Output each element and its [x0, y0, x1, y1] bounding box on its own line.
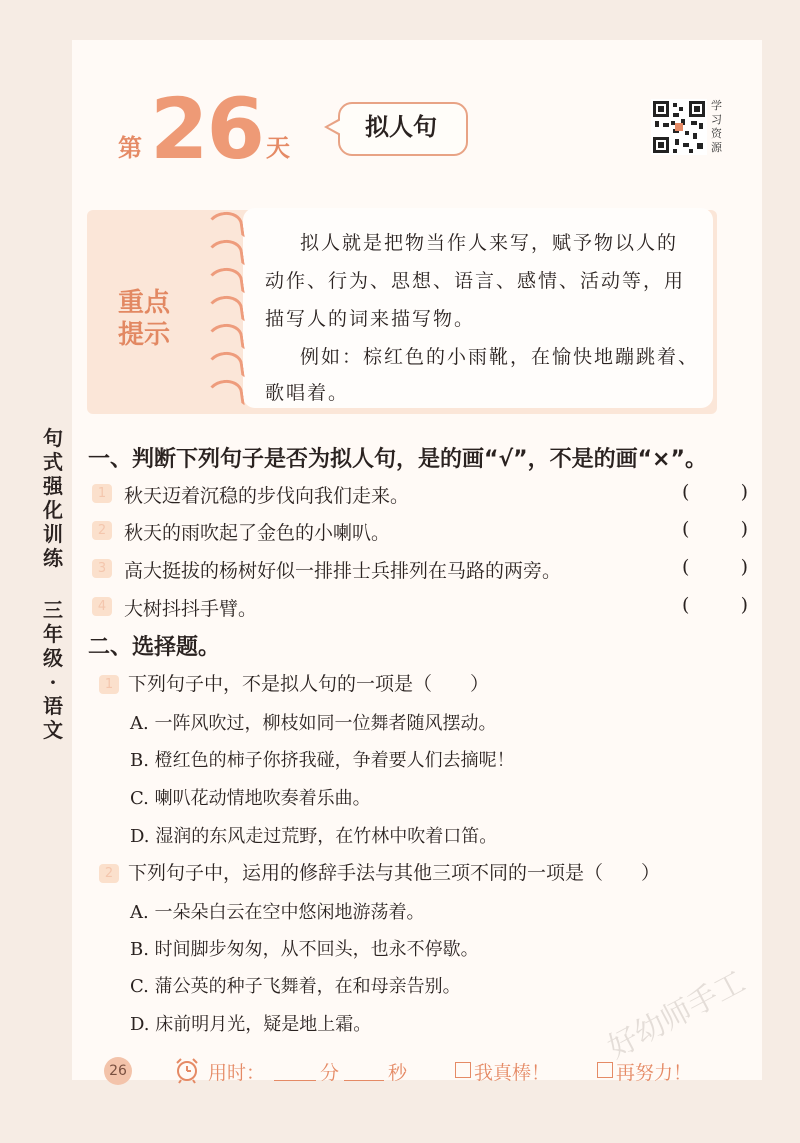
tip-line: 拟人就是把物当作人来写，赋予物以人的: [300, 232, 679, 254]
section1-title: 一、判断下列句子是否为拟人句，是的画“√”，不是的画“×”。: [88, 447, 707, 472]
minute-blank[interactable]: [274, 1080, 316, 1081]
paren-close: ): [740, 594, 748, 616]
choice-option[interactable]: A. 一朵朵白云在空中悠闲地游荡着。: [130, 902, 425, 923]
day-number: 26: [150, 80, 263, 178]
tip-line: 例如：棕红色的小雨靴，在愉快地蹦跳着、: [300, 346, 700, 368]
paren-open: (: [682, 481, 690, 503]
paren-open: (: [682, 556, 690, 578]
qr-label: 学习资源: [711, 99, 722, 154]
choice-option[interactable]: C. 喇叭花动情地吹奏着乐曲。: [130, 788, 371, 809]
time-label: 用时：: [208, 1062, 266, 1084]
question-number-badge: 2: [99, 864, 119, 883]
watermark: 好幼师手工: [602, 964, 752, 1066]
choice-option[interactable]: D. 湿润的东风走过荒野，在竹林中吹着口笛。: [130, 826, 498, 847]
section2-title: 二、选择题。: [88, 635, 221, 660]
great-label: 我真棒！: [474, 1062, 551, 1084]
question-number-badge: 1: [99, 675, 119, 694]
tip-line: 描写人的词来描写物。: [265, 308, 476, 330]
try-harder-label: 再努力！: [616, 1062, 693, 1084]
choice-option[interactable]: B. 橙红色的柿子你挤我碰，争着要人们去摘呢！: [130, 750, 515, 771]
paren-close: ): [740, 481, 748, 503]
choice-option[interactable]: C. 蒲公英的种子飞舞着，在和母亲告别。: [130, 976, 461, 997]
paren-close: ): [740, 518, 748, 540]
answer-blank[interactable]: [682, 481, 748, 503]
tip-line: 动作、行为、思想、语言、感情、活动等，用: [265, 270, 686, 292]
choice-option[interactable]: A. 一阵风吹过，柳枝如同一位舞者随风摆动。: [130, 713, 497, 734]
answer-blank[interactable]: [682, 518, 748, 540]
paren-open: (: [682, 518, 690, 540]
choice-option[interactable]: D. 床前明月光，疑是地上霜。: [130, 1014, 372, 1035]
minute-label: 分: [320, 1062, 340, 1084]
sidebar-book-title: 句式强化训练: [43, 426, 63, 570]
choice-question-text: 下列句子中，不是拟人句的一项是（ ）: [128, 673, 490, 695]
great-checkbox[interactable]: [455, 1062, 471, 1078]
question-number-badge: 4: [92, 597, 112, 616]
alarm-clock-icon: [174, 1056, 200, 1084]
judgement-item-text: 秋天迈着沉稳的步伐向我们走来。: [124, 485, 410, 507]
page-number: 26: [104, 1057, 132, 1085]
tip-line: 歌唱着。: [265, 382, 350, 404]
topic-title: 拟人句: [365, 112, 437, 141]
question-number-badge: 1: [92, 484, 112, 503]
second-blank[interactable]: [344, 1080, 384, 1081]
answer-blank[interactable]: [682, 594, 748, 616]
question-number-badge: 3: [92, 559, 112, 578]
question-number-badge: 2: [92, 521, 112, 540]
day-prefix: 第: [118, 133, 142, 162]
paren-open: (: [682, 594, 690, 616]
qr-code-icon[interactable]: [651, 99, 707, 155]
answer-blank[interactable]: [682, 556, 748, 578]
choice-question-text: 下列句子中，运用的修辞手法与其他三项不同的一项是（ ）: [128, 862, 661, 884]
second-label: 秒: [388, 1062, 408, 1084]
choice-option[interactable]: B. 时间脚步匆匆，从不回头，也永不停歇。: [130, 939, 479, 960]
try-harder-checkbox[interactable]: [597, 1062, 613, 1078]
judgement-item-text: 高大挺拔的杨树好似一排排士兵排列在马路的两旁。: [124, 560, 562, 582]
sidebar-grade-subject: 三年级·语文: [43, 598, 63, 742]
tip-title-line1: 重点: [118, 288, 171, 318]
judgement-item-text: 大树抖抖手臂。: [124, 598, 258, 620]
tip-title-line2: 提示: [118, 320, 171, 350]
paren-close: ): [740, 556, 748, 578]
day-suffix: 天: [266, 133, 290, 162]
judgement-item-text: 秋天的雨吹起了金色的小喇叭。: [124, 522, 391, 544]
